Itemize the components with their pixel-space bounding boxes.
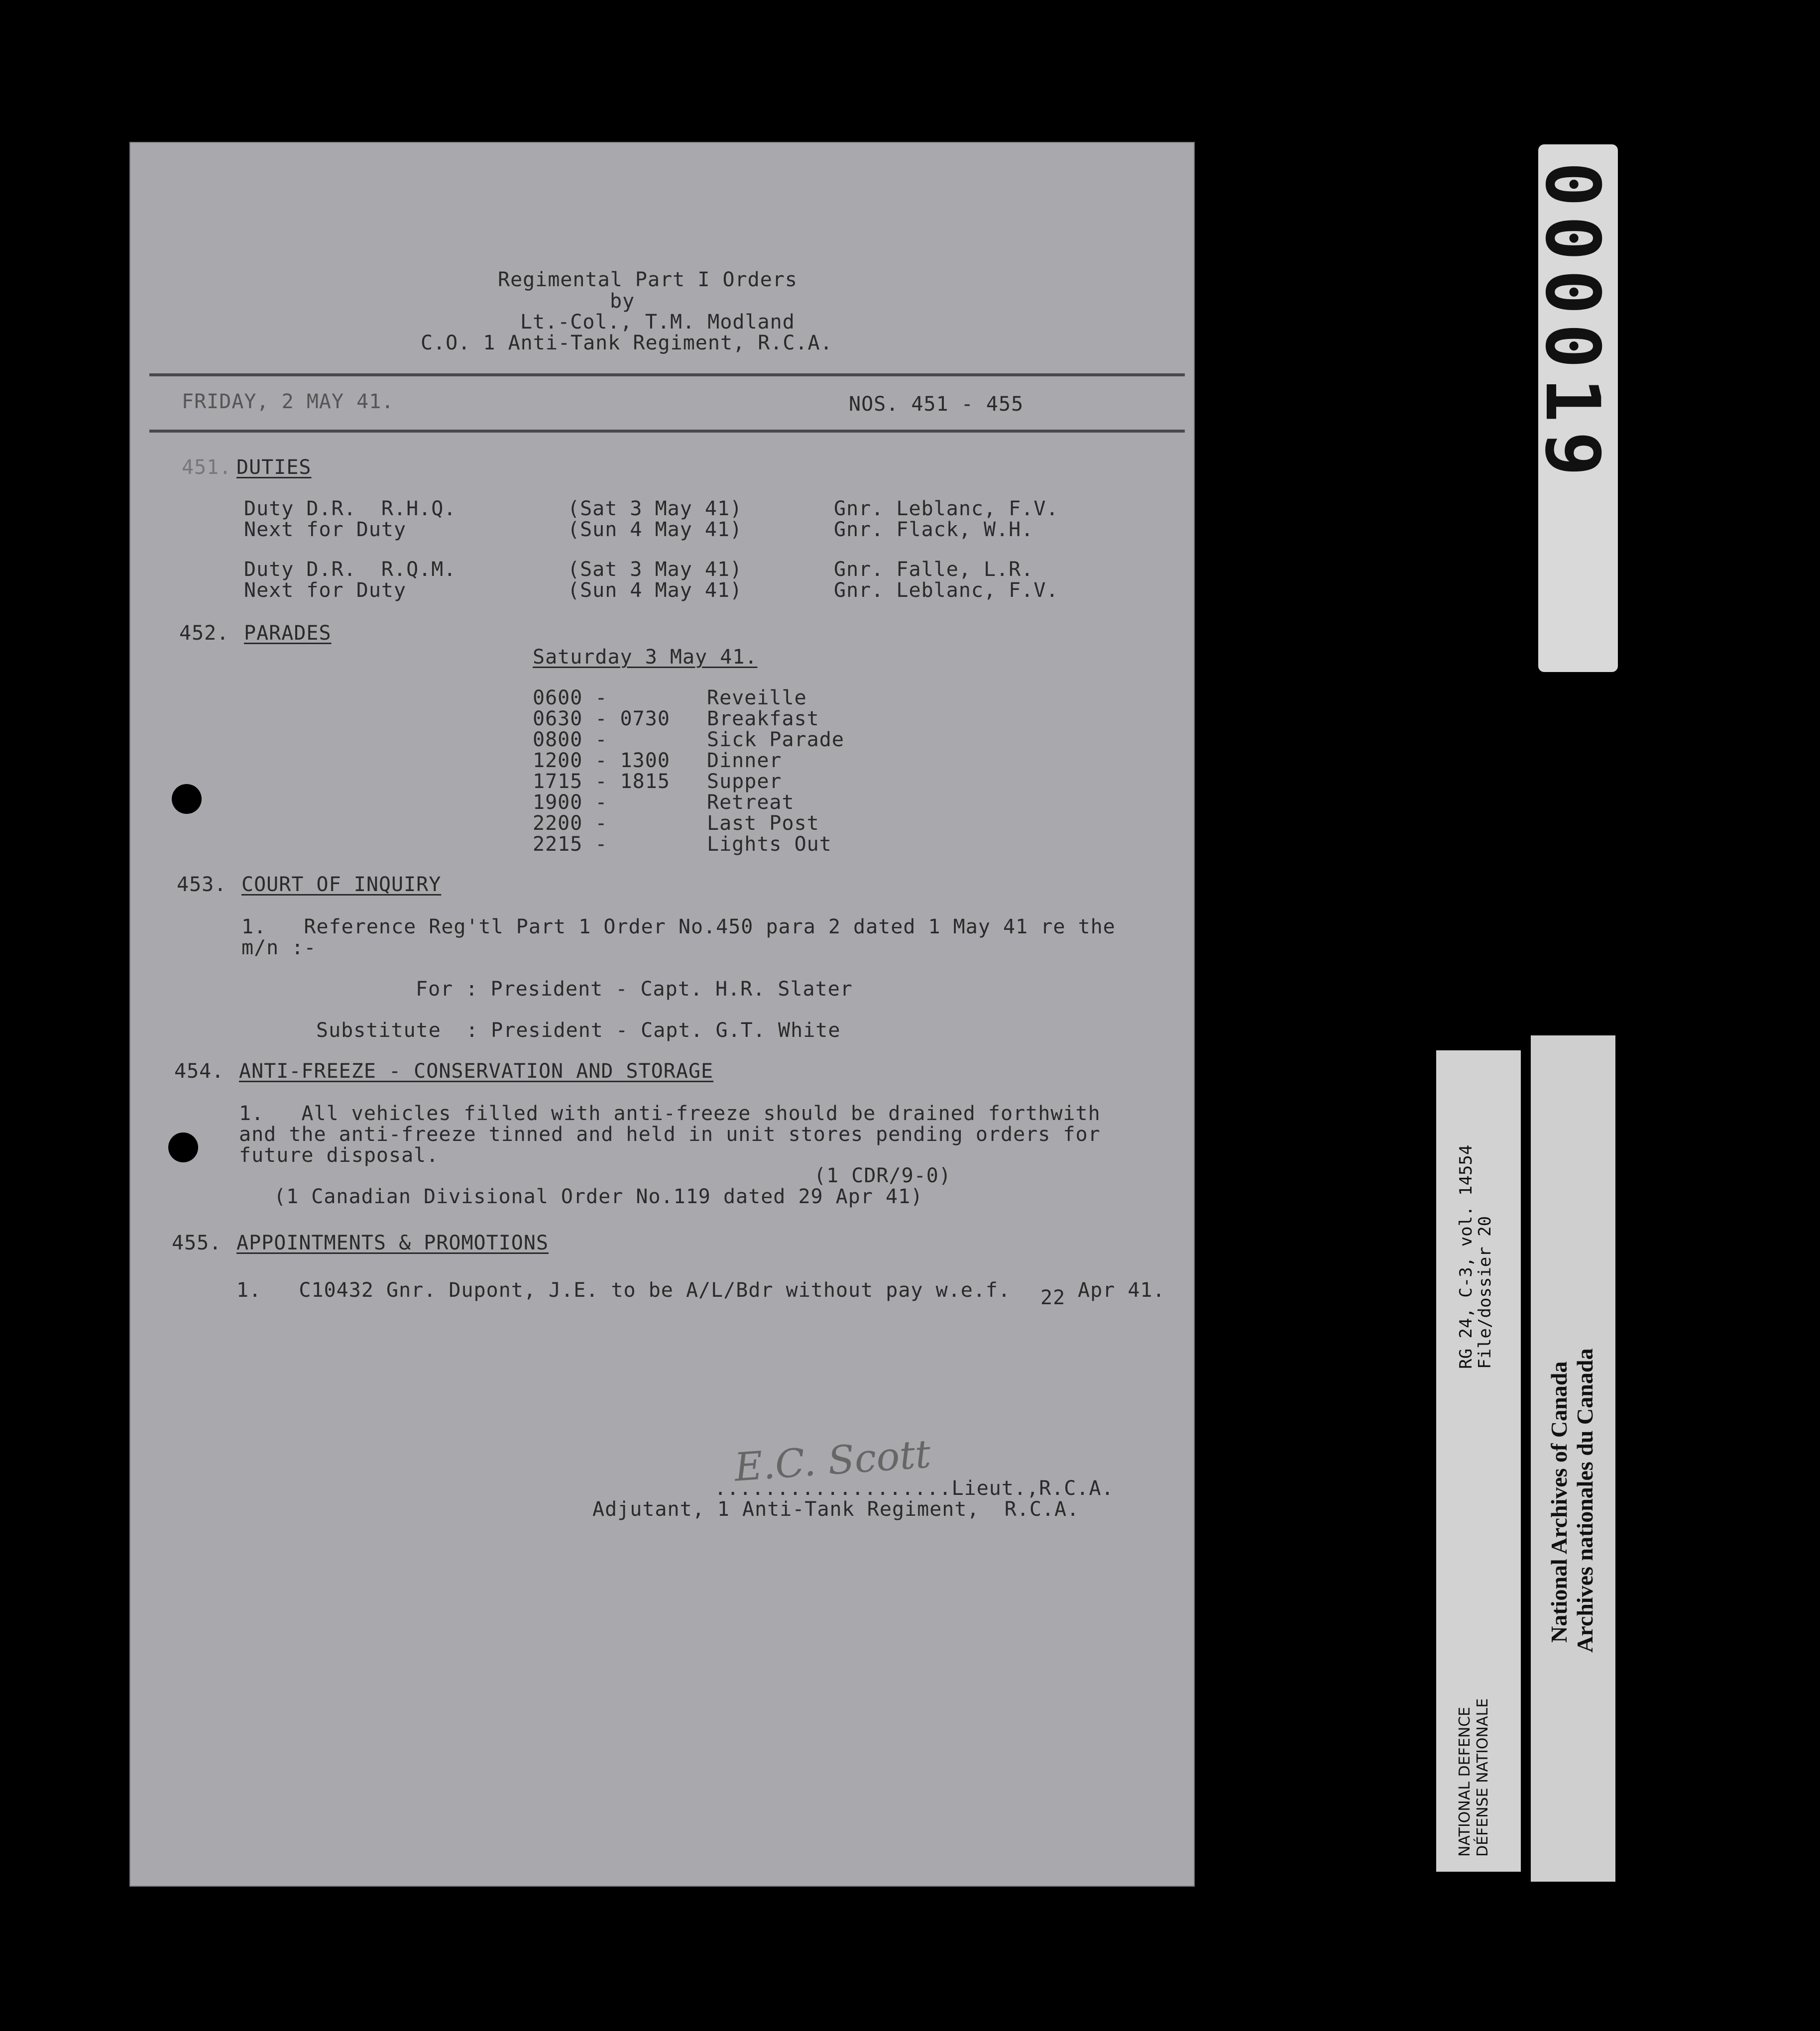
parade-event: Lights Out [707, 833, 832, 856]
duty-row-date: (Sun 4 May 41) [568, 518, 743, 541]
duty-row-name: Gnr. Flack, W.H. [834, 518, 1034, 541]
duty-row-date: (Sun 4 May 41) [568, 579, 743, 602]
punch-hole [172, 784, 202, 814]
order-document [129, 142, 1195, 1887]
heading-unit: C.O. 1 Anti-Tank Regiment, R.C.A. [421, 332, 833, 354]
duty-row-duty: Duty D.R. R.H.Q. [244, 497, 456, 520]
punch-hole [168, 1132, 198, 1162]
parade-event: Retreat [707, 791, 795, 814]
frame-number-strip [1529, 144, 1618, 672]
parade-event: Sick Parade [707, 728, 844, 751]
section-451-number: 451. [182, 456, 232, 479]
heading-by: by [610, 290, 635, 313]
signature-appointment: Adjutant, 1 Anti-Tank Regiment, R.C.A. [592, 1498, 1080, 1521]
duty-row-date: (Sat 3 May 41) [568, 497, 743, 520]
section-452-title: PARADES [244, 622, 332, 645]
parade-time: 0630 - 0730 [533, 707, 670, 730]
parade-time: 0600 - [533, 686, 608, 709]
order-numbers: NOS. 451 - 455 [849, 393, 1024, 416]
antifreeze-line: future disposal. [239, 1144, 439, 1167]
inquiry-reference-cont: m/n :- [241, 936, 317, 959]
parade-time: 1715 - 1815 [533, 770, 670, 793]
department-english: NATIONAL DEFENCE [1456, 1706, 1474, 1857]
section-453-title: COURT OF INQUIRY [241, 873, 442, 896]
duty-row-duty: Duty D.R. R.Q.M. [244, 558, 456, 581]
section-455-title: APPOINTMENTS & PROMOTIONS [236, 1232, 549, 1254]
archive-file-line: File/dossier 20 [1475, 1216, 1495, 1369]
archive-name-english: National Archives of Canada [1546, 1361, 1572, 1643]
promotion-line: 1. C10432 Gnr. Dupont, J.E. to be A/L/Bdr without pay w.e.f. [236, 1279, 1011, 1302]
inquiry-reference-line: 1. Reference Reg'tl Part 1 Order No.450 para 2 dated 1 May 41 re the [241, 915, 1116, 938]
parade-event: Supper [707, 770, 782, 793]
department-french: DÉFENSE NATIONALE [1474, 1698, 1491, 1857]
archive-reference-label [1436, 1050, 1521, 1872]
parade-event: Breakfast [707, 707, 819, 730]
antifreeze-line: and the anti-freeze tinned and held in unit stores pending orders for [239, 1123, 1101, 1146]
adjutant-signature: E.C. Scott [733, 1432, 932, 1490]
parade-time: 2200 - [533, 812, 608, 835]
duty-row-duty: Next for Duty [244, 518, 407, 541]
duty-row-duty: Next for Duty [244, 579, 407, 602]
section-451-title: DUTIES [236, 456, 312, 479]
section-452-number: 452. [179, 622, 229, 645]
inquiry-president: For : President - Capt. H.R. Slater [416, 978, 853, 1001]
parade-event: Dinner [707, 749, 782, 772]
section-455-number: 455. [172, 1232, 222, 1254]
heading-officer: Lt.-Col., T.M. Modland [520, 311, 795, 334]
duty-row-name: Gnr. Falle, L.R. [834, 558, 1034, 581]
bottom-rule [149, 430, 1185, 433]
duty-row-name: Gnr. Leblanc, F.V. [834, 579, 1059, 602]
section-454-title: ANTI-FREEZE - CONSERVATION AND STORAGE [239, 1060, 714, 1083]
antifreeze-divisional-reference: (1 Canadian Divisional Order No.119 dated 29 Apr 41) [274, 1185, 923, 1208]
parade-time: 1200 - 1300 [533, 749, 670, 772]
top-rule [149, 373, 1185, 376]
signature-rank-line: ...................Lieut.,R.C.A. [714, 1477, 1114, 1500]
duty-row-date: (Sat 3 May 41) [568, 558, 743, 581]
parade-time: 2215 - [533, 833, 608, 856]
order-date: FRIDAY, 2 MAY 41. [182, 390, 394, 413]
archive-reference-line: RG 24, C-3, vol. 14554 [1456, 1144, 1476, 1369]
section-454-number: 454. [174, 1060, 225, 1083]
parade-time: 1900 - [533, 791, 608, 814]
inquiry-substitute: Substitute : President - Capt. G.T. White [316, 1019, 841, 1042]
parade-event: Last Post [707, 812, 819, 835]
promotion-date-day: 22 [1040, 1286, 1066, 1309]
heading-title: Regimental Part I Orders [498, 268, 797, 291]
parade-time: 0800 - [533, 728, 608, 751]
antifreeze-cdr-reference: (1 CDR/9-0) [814, 1164, 951, 1187]
parades-date: Saturday 3 May 41. [533, 646, 758, 669]
promotion-date-rest: Apr 41. [1078, 1279, 1165, 1302]
parade-event: Reveille [707, 686, 807, 709]
archive-name-label [1531, 1035, 1615, 1882]
section-453-number: 453. [177, 873, 227, 896]
duty-row-name: Gnr. Leblanc, F.V. [834, 497, 1059, 520]
frame-number: 000019 [1529, 162, 1615, 485]
archive-name-french: Archives nationales du Canada [1572, 1348, 1597, 1653]
antifreeze-line: 1. All vehicles filled with anti-freeze should be drained forthwith [239, 1102, 1101, 1125]
